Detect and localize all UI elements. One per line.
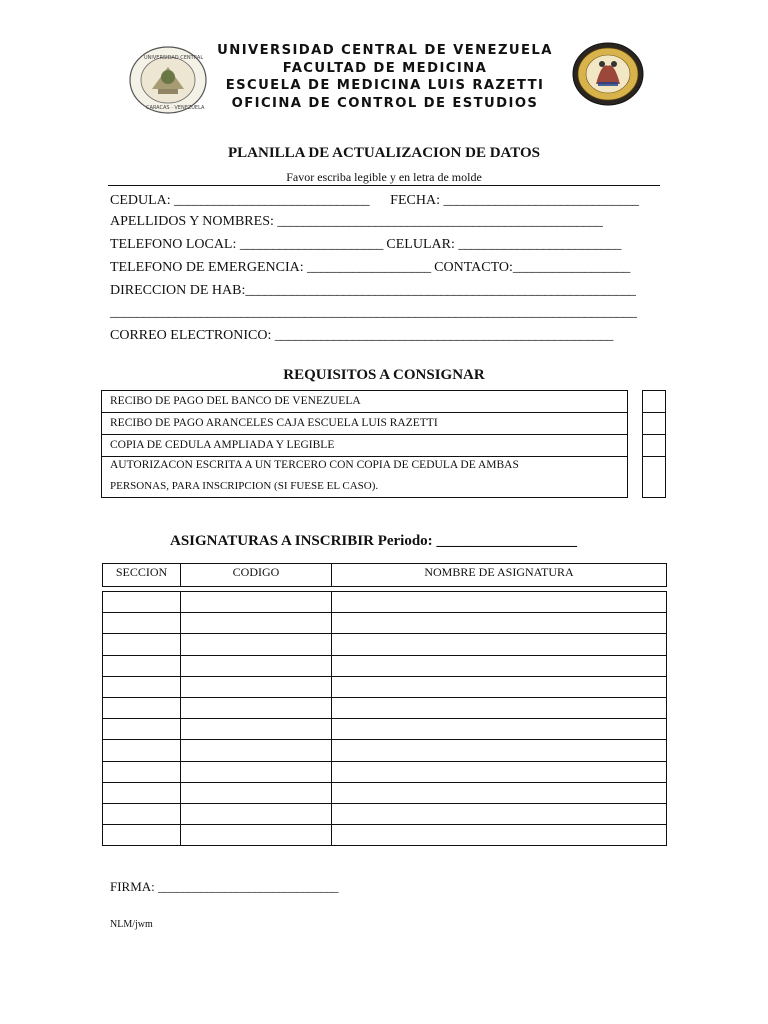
field-row-telefonos xyxy=(110,237,621,253)
asignaturas-title xyxy=(170,533,576,550)
asignaturas-title-text: ASIGNATURAS A INSCRIBIR Periodo: xyxy=(170,533,437,549)
nombre-cell[interactable] xyxy=(332,782,667,803)
codigo-cell[interactable] xyxy=(181,676,332,697)
svg-text:CARACAS · VENEZUELA: CARACAS · VENEZUELA xyxy=(146,105,205,111)
seccion-cell[interactable] xyxy=(103,719,181,740)
apellidos-field[interactable]: __________________________________________________ xyxy=(277,214,603,229)
field-row-direccion xyxy=(110,283,635,299)
header-school: ESCUELA DE MEDICINA LUIS RAZETTI xyxy=(225,78,545,93)
telefono-emergencia-field[interactable]: ___________________ xyxy=(307,260,431,275)
seccion-cell[interactable] xyxy=(103,803,181,824)
codigo-cell[interactable] xyxy=(181,634,332,655)
table-row xyxy=(103,676,667,697)
firma-row xyxy=(110,879,338,895)
contacto-field[interactable]: __________________ xyxy=(512,260,630,275)
direccion-field[interactable]: ____________________________________________________________ xyxy=(245,283,636,298)
requisitos-checkbox-column xyxy=(642,390,666,498)
seccion-cell[interactable] xyxy=(103,613,181,634)
column-header-nombre: NOMBRE DE ASIGNATURA xyxy=(332,564,667,587)
correo-field[interactable]: ____________________________________________________ xyxy=(274,328,613,343)
direccion-field-line2[interactable]: _________________________________________________________________________________ xyxy=(110,305,637,320)
table-row xyxy=(103,697,667,718)
celular-label: CELULAR: xyxy=(386,237,459,252)
telefono-local-label: TELEFONO LOCAL: xyxy=(110,237,240,252)
nombre-cell[interactable] xyxy=(332,719,667,740)
codigo-cell[interactable] xyxy=(181,592,332,613)
nombre-cell[interactable] xyxy=(332,613,667,634)
requisito-item: COPIA DE CEDULA AMPLIADA Y LEGIBLE xyxy=(102,435,627,457)
seccion-cell[interactable] xyxy=(103,697,181,718)
fecha-label: FECHA: xyxy=(390,193,444,208)
requisitos-title: REQUISITOS A CONSIGNAR xyxy=(283,367,485,383)
requisito-checkbox[interactable] xyxy=(643,413,665,435)
table-row xyxy=(103,782,667,803)
correo-label: CORREO ELECTRONICO: xyxy=(110,328,275,343)
field-row-emergencia xyxy=(110,260,630,276)
table-row xyxy=(103,592,667,613)
requisito-checkbox[interactable] xyxy=(643,457,665,497)
form-subtitle: Favor escriba legible y en letra de molde xyxy=(286,170,482,184)
cedula-label: CEDULA: xyxy=(110,193,175,208)
codigo-cell[interactable] xyxy=(181,782,332,803)
header-faculty: FACULTAD DE MEDICINA xyxy=(282,60,488,76)
nombre-cell[interactable] xyxy=(332,592,667,613)
requisito-checkbox[interactable] xyxy=(643,435,665,457)
requisito-item: RECIBO DE PAGO ARANCELES CAJA ESCUELA LUIS RAZETTI xyxy=(102,413,627,435)
svg-text:UNIVERSIDAD CENTRAL: UNIVERSIDAD CENTRAL xyxy=(144,55,204,61)
column-header-seccion: SECCION xyxy=(103,564,181,587)
form-title: PLANILLA DE ACTUALIZACION DE DATOS xyxy=(227,145,540,161)
table-row xyxy=(103,634,667,655)
fecha-field[interactable]: ______________________________ xyxy=(443,193,639,208)
nombre-cell[interactable] xyxy=(332,634,667,655)
direccion-label: DIRECCION DE HAB: xyxy=(110,283,246,298)
codigo-cell[interactable] xyxy=(181,803,332,824)
firma-field[interactable]: ______________________________ xyxy=(158,879,339,894)
cedula-field[interactable]: ______________________________ xyxy=(174,193,370,208)
seccion-cell[interactable] xyxy=(103,825,181,846)
table-row xyxy=(103,761,667,782)
celular-field[interactable]: _________________________ xyxy=(458,237,621,252)
footer-reference: NLM/jwm xyxy=(110,919,153,930)
codigo-cell[interactable] xyxy=(181,719,332,740)
nombre-cell[interactable] xyxy=(332,676,667,697)
asignaturas-table xyxy=(102,591,667,846)
requisito-item: RECIBO DE PAGO DEL BANCO DE VENEZUELA xyxy=(102,391,627,413)
table-row xyxy=(103,655,667,676)
asignaturas-header-table xyxy=(102,563,667,587)
header-university: UNIVERSIDAD CENTRAL DE VENEZUELA xyxy=(217,43,553,58)
nombre-cell[interactable] xyxy=(332,761,667,782)
field-row-cedula-fecha xyxy=(110,193,638,209)
telefono-emergencia-label: TELEFONO DE EMERGENCIA: xyxy=(110,260,308,275)
requisito-item: AUTORIZACON ESCRITA A UN TERCERO CON COPIA DE CEDULA DE AMBAS xyxy=(110,459,519,471)
nombre-cell[interactable] xyxy=(332,740,667,761)
requisitos-box xyxy=(101,390,628,498)
firma-label: FIRMA: xyxy=(110,879,159,894)
nombre-cell[interactable] xyxy=(332,825,667,846)
table-row xyxy=(103,825,667,846)
table-row xyxy=(103,613,667,634)
seccion-cell[interactable] xyxy=(103,782,181,803)
contacto-label: CONTACTO: xyxy=(434,260,513,275)
seccion-cell[interactable] xyxy=(103,740,181,761)
column-header-codigo: CODIGO xyxy=(181,564,332,587)
seccion-cell[interactable] xyxy=(103,634,181,655)
facultad-medicina-seal-icon xyxy=(572,42,644,106)
codigo-cell[interactable] xyxy=(181,655,332,676)
seccion-cell[interactable] xyxy=(103,655,181,676)
field-row-direccion-cont xyxy=(110,305,637,321)
codigo-cell[interactable] xyxy=(181,761,332,782)
table-row xyxy=(103,719,667,740)
seccion-cell[interactable] xyxy=(103,761,181,782)
codigo-cell[interactable] xyxy=(181,825,332,846)
seccion-cell[interactable] xyxy=(103,592,181,613)
requisito-checkbox[interactable] xyxy=(643,391,665,413)
table-row xyxy=(103,803,667,824)
institution-header xyxy=(200,42,570,112)
codigo-cell[interactable] xyxy=(181,740,332,761)
nombre-cell[interactable] xyxy=(332,803,667,824)
apellidos-label: APELLIDOS Y NOMBRES: xyxy=(110,214,278,229)
header-office: OFICINA DE CONTROL DE ESTUDIOS xyxy=(231,95,539,111)
periodo-field[interactable]: ____________________ xyxy=(436,533,577,549)
seccion-cell[interactable] xyxy=(103,676,181,697)
ucv-seal-icon xyxy=(128,45,208,115)
nombre-cell[interactable] xyxy=(332,655,667,676)
requisito-item-continued: PERSONAS, PARA INSCRIPCION (SI FUESE EL CASO). xyxy=(110,480,379,492)
codigo-cell[interactable] xyxy=(181,697,332,718)
telefono-local-field[interactable]: ______________________ xyxy=(239,237,383,252)
codigo-cell[interactable] xyxy=(181,613,332,634)
field-row-apellidos xyxy=(110,214,602,230)
header-divider xyxy=(108,185,660,186)
table-row xyxy=(103,740,667,761)
field-row-correo xyxy=(110,328,613,344)
nombre-cell[interactable] xyxy=(332,697,667,718)
